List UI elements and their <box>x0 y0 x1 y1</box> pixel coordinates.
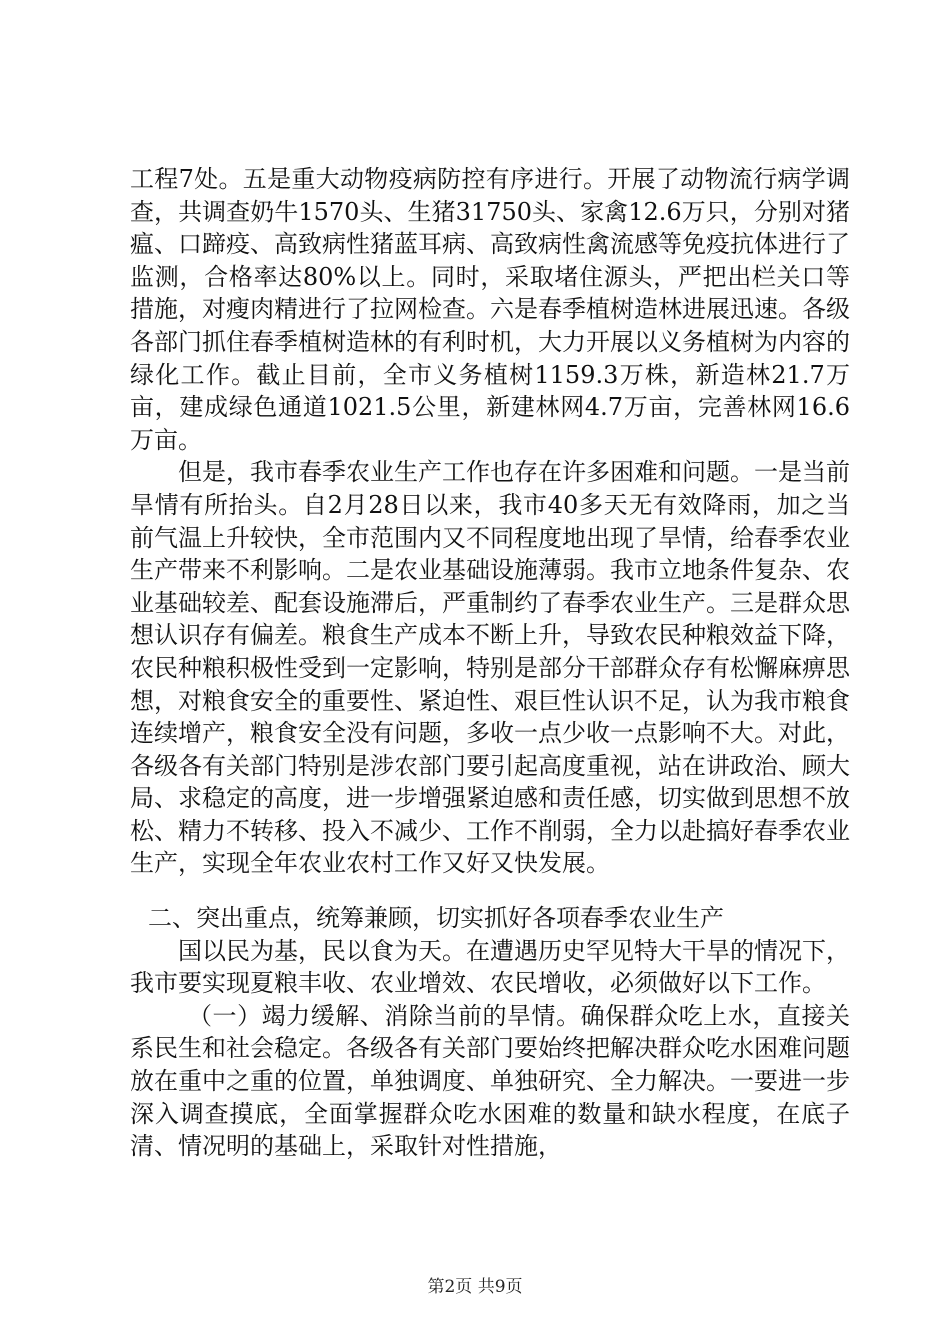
paragraph-intro: 国以民为基，民以食为天。在遭遇历史罕见特大干旱的情况下，我市要实现夏粮丰收、农业增效、农民增收，必须做好以下工作。 <box>130 936 850 998</box>
paragraph-drought: （一）竭力缓解、消除当前的旱情。确保群众吃上水，直接关系民生和社会稳定。各级各有关部门要始终把解决群众吃水困难问题放在重中之重的位置，单独调度、单独研究、全力解决。一要进一步深入调查摸底，全面掌握群众吃水困难的数量和缺水程度，在底子清、情况明的基础上，采取针对性措施， <box>130 1001 850 1161</box>
paragraph-livestock-forestry: 工程7处。五是重大动物疫病防控有序进行。开展了动物流行病学调查，共调查奶牛1570头、生猪31750头、家禽12.6万只，分别对猪瘟、口蹄疫、高致病性猪蓝耳病、高致病性禽流感等免疫抗体进行了监测，合格率达80%以上。同时，采取堵住源头，严把出栏关口等措施，对瘦肉精进行了拉网检查。六是春季植树造林进展迅速。各级各部门抓住春季植树造林的有利时机，大力开展以义务植树为内容的绿化工作。截止目前，全市义务植树1159.3万株，新造林21.7万亩，建成绿色通道1021.5公里，新建林网4.7万亩，完善林网16.6万亩。 <box>130 165 850 454</box>
paragraph-problems: 但是，我市春季农业生产工作也存在许多困难和问题。一是当前旱情有所抬头。自2月28日以来，我市40多天无有效降雨，加之当前气温上升较快，全市范围内又不同程度地出现了旱情，给春季农业生产带来不利影响。二是农业基础设施薄弱。我市立地条件复杂、农业基础较差、配套设施滞后，严重制约了春季农业生产。三是群众思想认识存有偏差。粮食生产成本不断上升，导致农民种粮效益下降，农民种粮积极性受到一定影响，特别是部分干部群众存有松懈麻痹思想，对粮食安全的重要性、紧迫性、艰巨性认识不足，认为我市粮食连续增产，粮食安全没有问题，多收一点少收一点影响不大。对此，各级各有关部门特别是涉农部门要引起高度重视，站在讲政治、顾大局、求稳定的高度，进一步增强紧迫感和责任感，切实做到思想不放松、精力不转移、投入不减少、工作不削弱，全力以赴搞好春季农业生产，实现全年农业农村工作又好又快发展。 <box>130 458 850 878</box>
section-heading: 二、突出重点，统筹兼顾，切实抓好各项春季农业生产 <box>148 904 724 933</box>
page-number-footer: 第2页 共9页 <box>427 1277 523 1297</box>
document-body <box>130 163 850 1163</box>
